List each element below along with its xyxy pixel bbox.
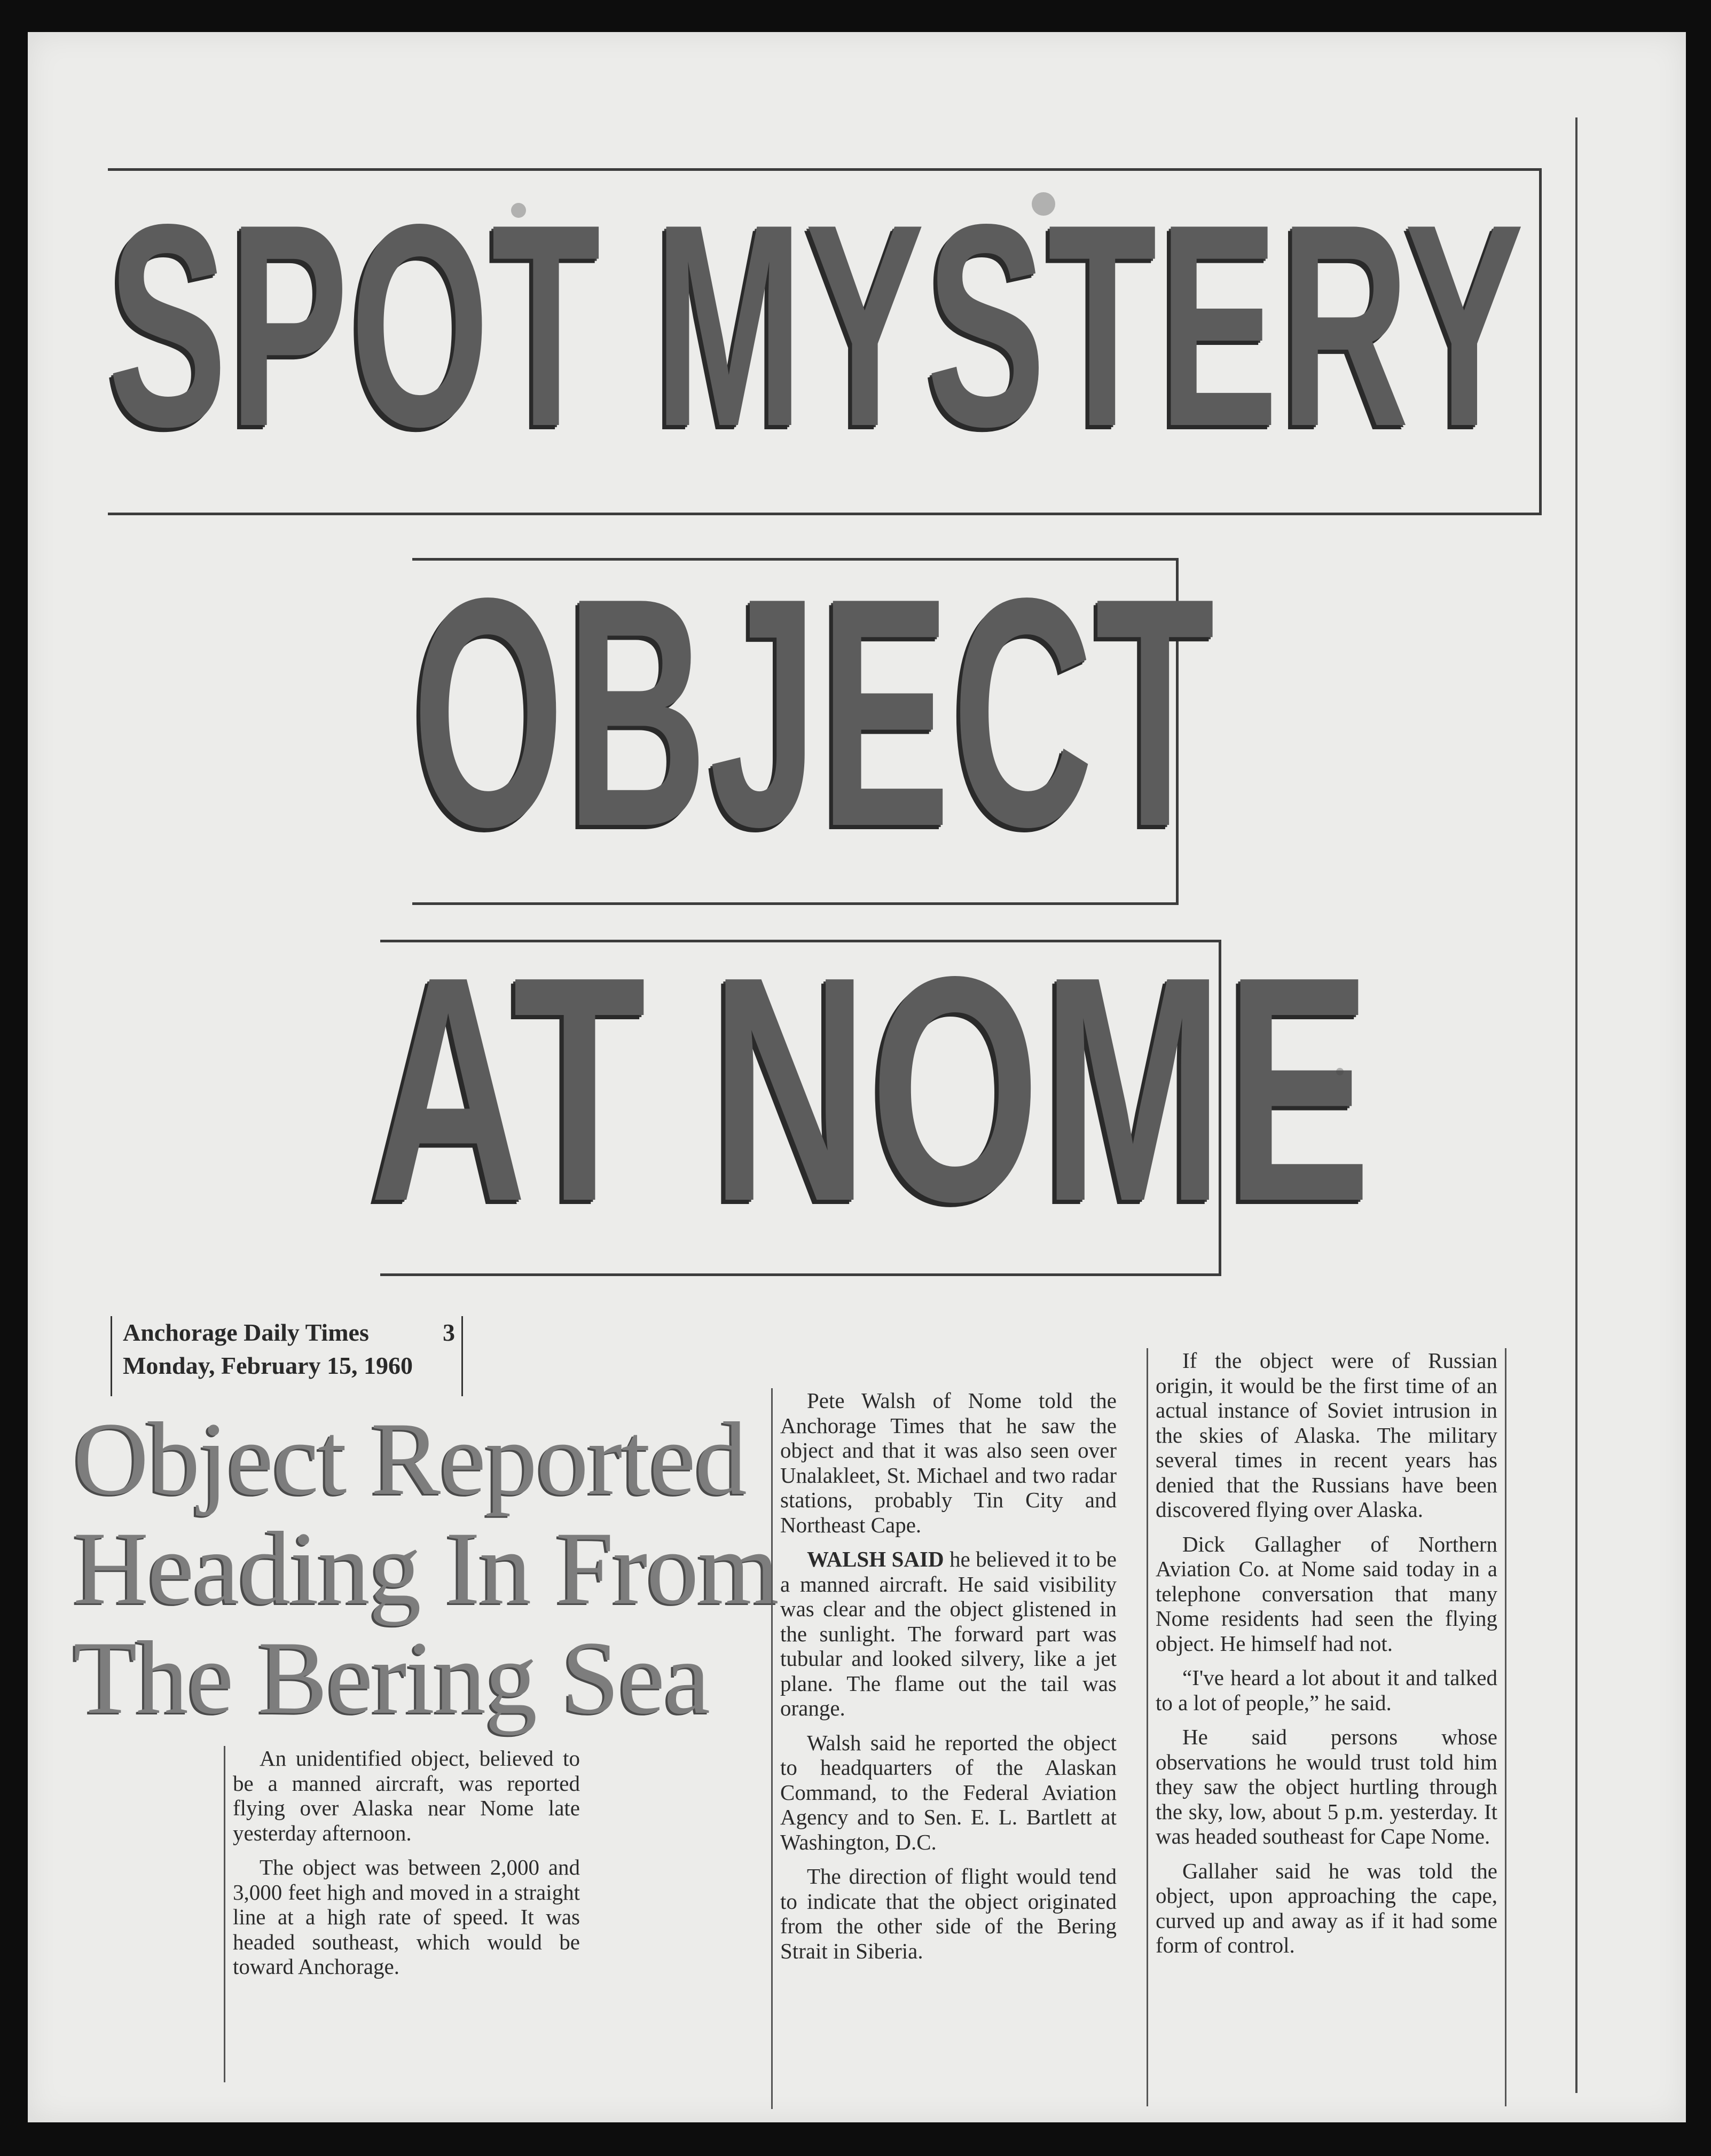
paragraph <box>780 1547 1117 1721</box>
masthead-date: Monday, February 15, 1960 <box>123 1352 413 1379</box>
subhead-line-3: The Bering Sea <box>73 1620 710 1736</box>
masthead-paper: Anchorage Daily Times <box>123 1319 369 1346</box>
article-column-1 <box>224 1746 580 2082</box>
paragraph: Gallaher said he was told the object, upon approaching the cape, curved up and away as if it had some form of control. <box>1156 1858 1497 1957</box>
subhead-line-1: Object Reported <box>73 1401 746 1517</box>
subhead <box>73 1401 778 1736</box>
subhead-line-2: Heading In From <box>73 1510 778 1626</box>
headline-line-2: OBJECT <box>412 531 1217 894</box>
paragraph: The direction of flight would tend to indicate that the object originated from the other side of the Bering Strait in Siberia. <box>780 1864 1117 1963</box>
article-column-2 <box>771 1388 1117 2109</box>
paragraph: The object was between 2,000 and 3,000 feet high and moved in a straight line at a high rate of speed. It was headed southeast, which would be toward Anchorage. <box>233 1855 580 1979</box>
masthead <box>111 1316 463 1396</box>
column-rule <box>1575 117 1577 2093</box>
paragraph: If the object were of Russian origin, it would be the first time of an actual instance of Soviet intrusion in the skies of Alaska. The military several times in recent years has denied that the Russians have been discovered flying over Alaska. <box>1156 1348 1497 1522</box>
paragraph: An unidentified object, believed to be a manned aircraft, was reported flying over Alaska near Nome late yesterday afternoon. <box>233 1746 580 1845</box>
headline-line-3: AT NOME <box>370 910 1373 1268</box>
article-column-3 <box>1147 1348 1506 2106</box>
paragraph-lead-caps: WALSH SAID <box>807 1547 944 1571</box>
masthead-page: 3 <box>443 1319 455 1346</box>
headline-line-1: SPOT MYSTERY <box>108 164 1526 486</box>
print-speck <box>1336 1068 1344 1075</box>
paragraph: “I've heard a lot about it and talked to a lot of people,” he said. <box>1156 1665 1497 1715</box>
print-speck <box>1032 192 1055 216</box>
paragraph-text: he believed it to be a manned aircraft. He said visibility was clear and the object glistened in the sunlight. The forward part was tubular and looked silvery, like a jet plane. The flame out the tail was orange. <box>780 1547 1117 1720</box>
paragraph: Walsh said he reported the object to headquarters of the Alaskan Command, to the Federal Aviation Agency and to Sen. E. L. Bartlett at Washington, D.C. <box>780 1730 1117 1854</box>
paragraph: Dick Gallagher of Northern Aviation Co. at Nome said today in a telephone conversation that many Nome residents had seen the flying object. He himself had not. <box>1156 1531 1497 1656</box>
print-speck <box>511 203 526 218</box>
paragraph: He said persons whose observations he would trust told him they saw the object hurtling through the sky, low, about 5 p.m. yesterday. It was headed southeast for Cape Nome. <box>1156 1725 1497 1848</box>
paragraph: Pete Walsh of Nome told the Anchorage Times that he saw the object and that it was also seen over Unalakleet, St. Michael and two radar stations, probably Tin City and Northeast Cape. <box>780 1388 1117 1537</box>
newspaper-clipping <box>28 32 1686 2122</box>
